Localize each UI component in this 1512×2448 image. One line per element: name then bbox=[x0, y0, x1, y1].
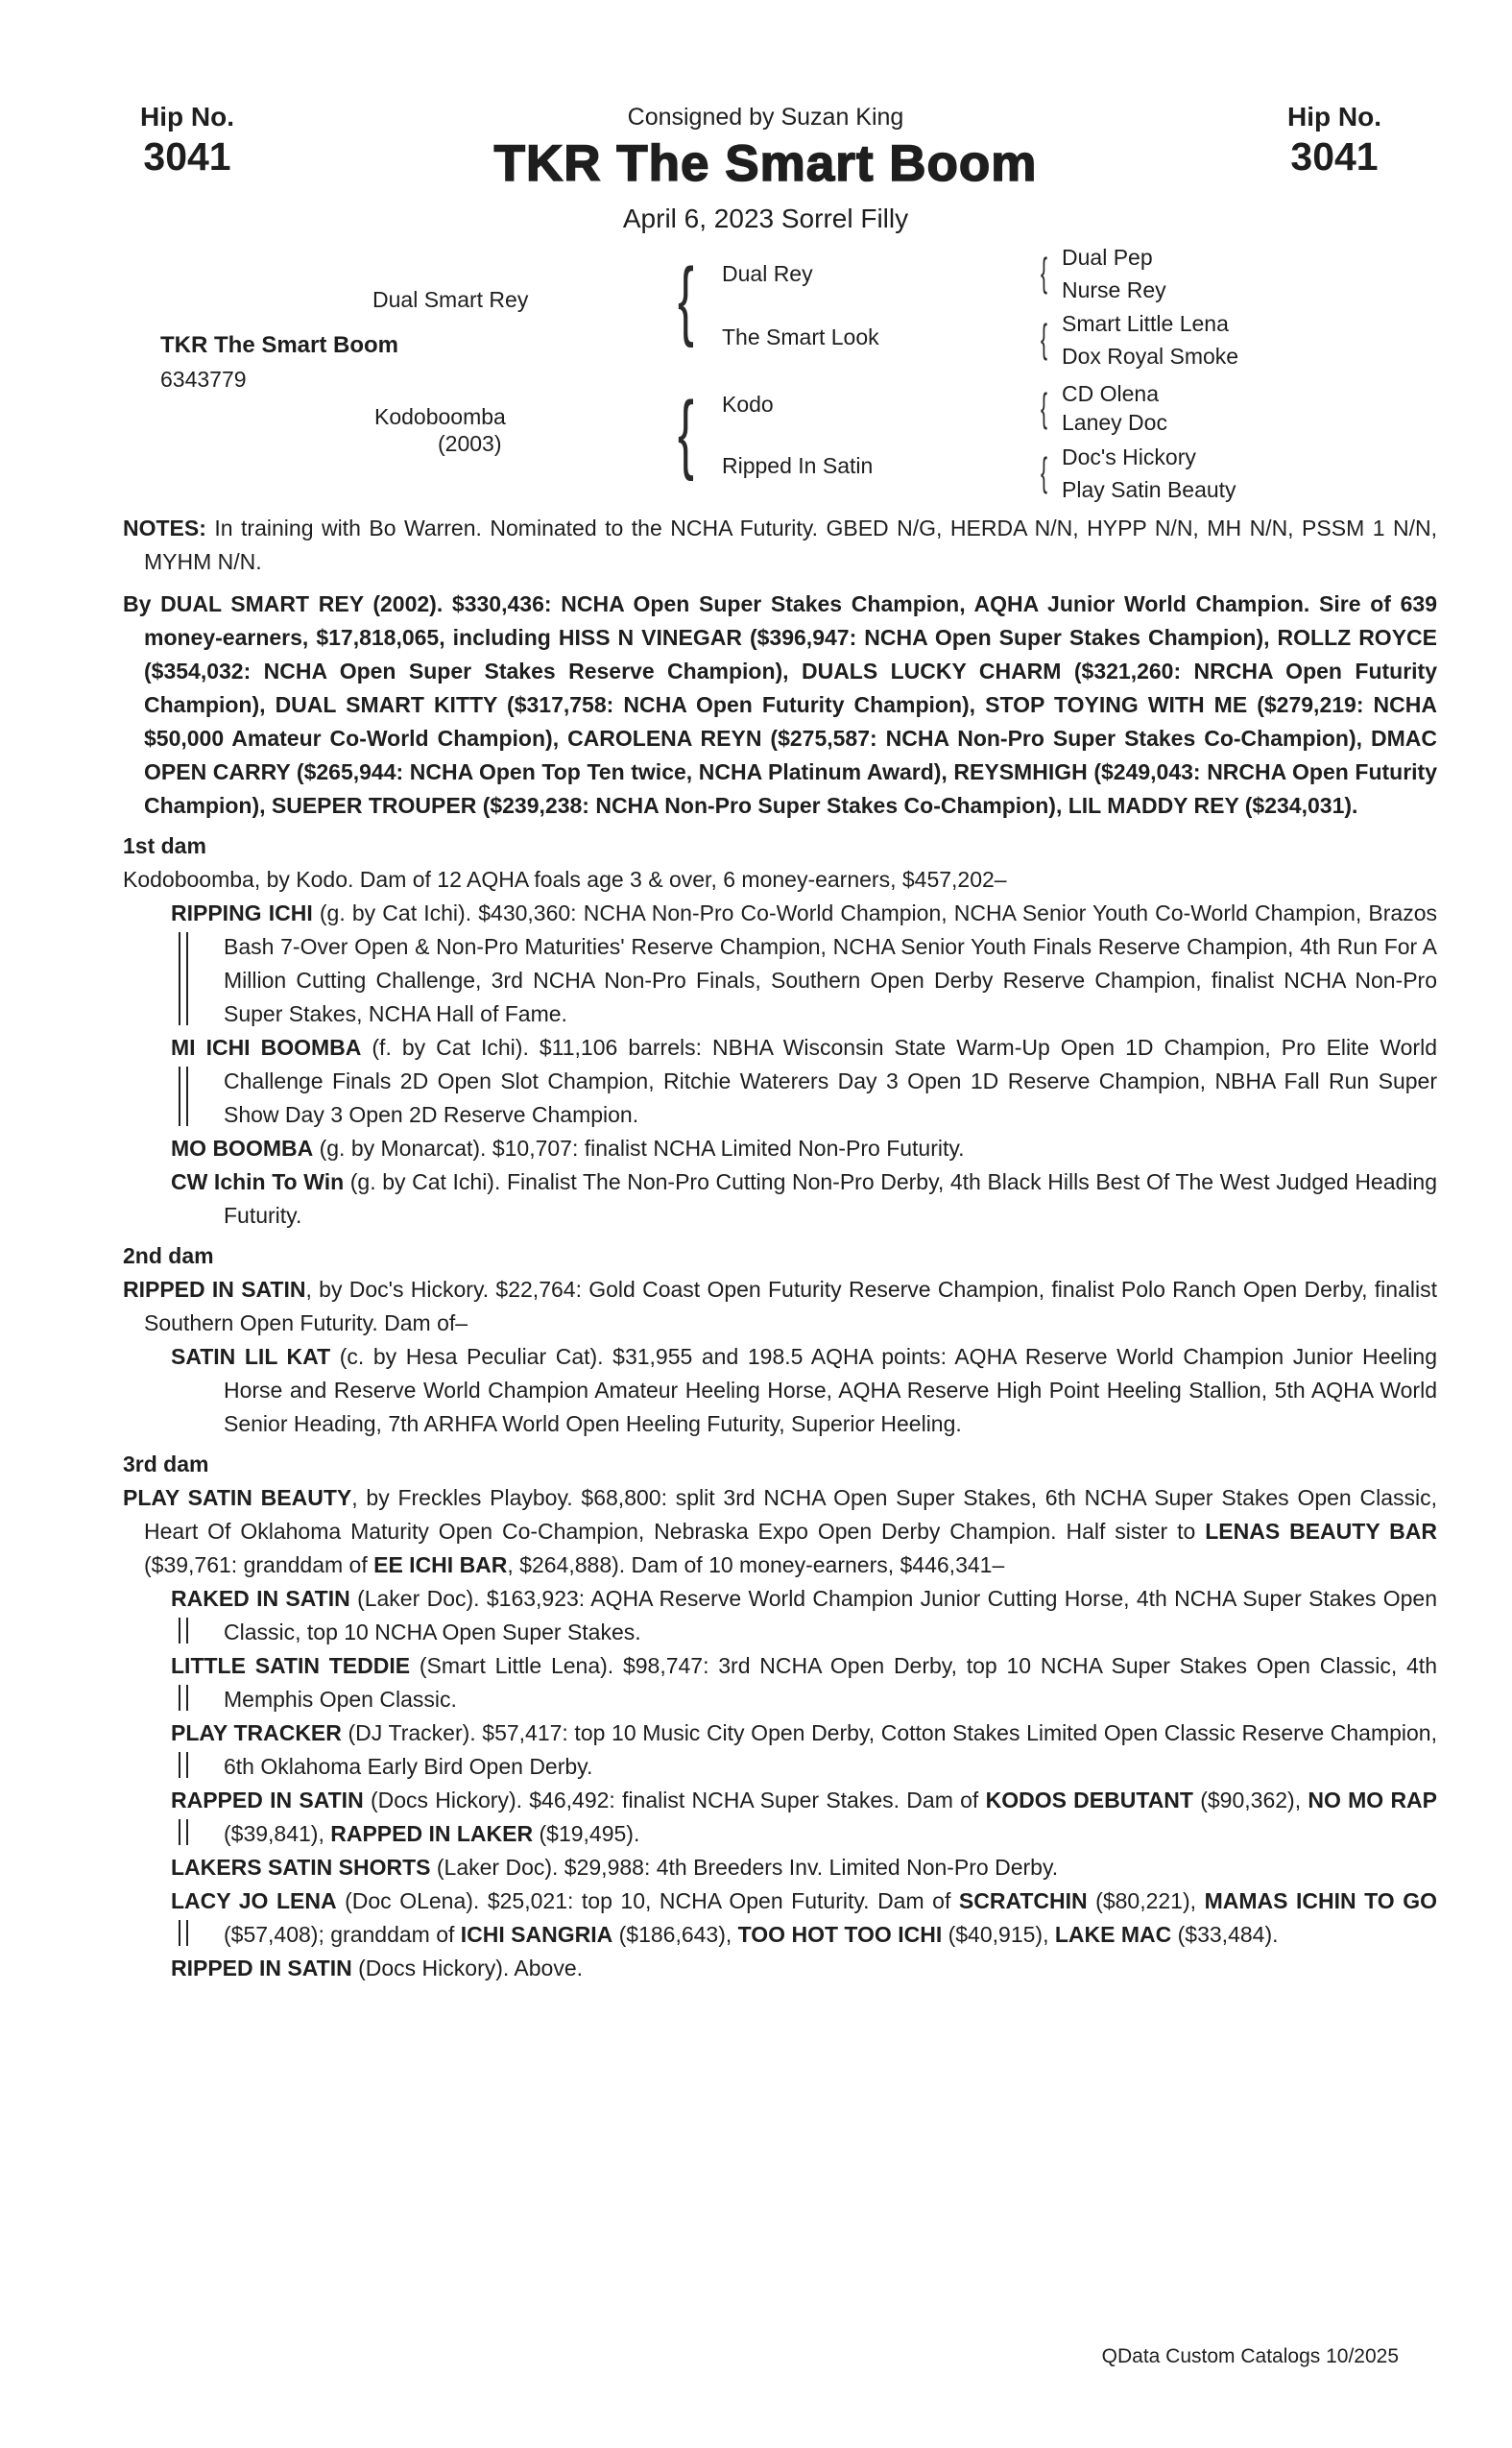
hip-label: Hip No. bbox=[1287, 102, 1381, 132]
foal-text: MO BOOMBA (g. by Monarcat). $10,707: finalist NCHA Limited Non-Pro Futurity. bbox=[171, 1136, 965, 1161]
pedigree-gen3-name: Dual Pep bbox=[1062, 245, 1153, 270]
pedigree-dam-dam: Ripped In Satin bbox=[722, 453, 874, 478]
foal-entry bbox=[171, 1784, 1437, 1851]
foal-text: RIPPED IN SATIN (Docs Hickory). Above. bbox=[171, 1956, 584, 1980]
section-heading-3rd-dam: 3rd dam bbox=[123, 1452, 209, 1476]
pedigree-chart bbox=[0, 0, 1512, 509]
foal-text: MI ICHI BOOMBA (f. by Cat Ichi). $11,106 barrels: NBHA Wisconsin State Warm-Up Open 1D Champion, Pro Elite World Challenge Finals 2D Open Slot Champion, Ritchie Waterers Day 3 Open 1D Reserve Champion, NBHA Fall Run Super Show Day 3 Open 2D Reserve Champion. bbox=[171, 1035, 1437, 1127]
brace-icon: { bbox=[1041, 449, 1048, 494]
foal-entry bbox=[171, 1851, 1437, 1884]
pedigree-gen3-name: Dox Royal Smoke bbox=[1062, 344, 1239, 369]
dam-intro-paragraph: Kodoboomba, by Kodo. Dam of 12 AQHA foals age 3 & over, 6 money-earners, $457,202– bbox=[123, 867, 1007, 892]
foal-entry bbox=[171, 897, 1437, 1031]
pedigree-dam: Kodoboomba bbox=[374, 404, 506, 429]
foal-text: CW Ichin To Win (g. by Cat Ichi). Finalist The Non-Pro Cutting Non-Pro Derby, 4th Black Hills Best Of The West Judged Heading Futurity. bbox=[171, 1169, 1437, 1228]
pedigree-gen3-name: Smart Little Lena bbox=[1062, 311, 1229, 336]
catalog-text bbox=[123, 512, 1437, 1985]
producer-bar bbox=[179, 1618, 188, 1644]
foal-entry bbox=[171, 1340, 1437, 1441]
producer-bar bbox=[179, 1920, 188, 1946]
pedigree-gen3-name: Play Satin Beauty bbox=[1062, 477, 1236, 502]
foal-entry bbox=[171, 1165, 1437, 1233]
foal-entry bbox=[171, 1649, 1437, 1716]
foal-text: RAPPED IN SATIN (Docs Hickory). $46,492: finalist NCHA Super Stakes. Dam of KODOS DEBUTANT ($90,362), NO MO RAP ($39,841), RAPPED IN LAKER ($19,495). bbox=[171, 1788, 1437, 1846]
catalog-credit: QData Custom Catalogs 10/2025 bbox=[1101, 2345, 1399, 2367]
brace-icon: { bbox=[1041, 316, 1048, 361]
brace-icon: { bbox=[1041, 385, 1048, 430]
foal-text: SATIN LIL KAT (c. by Hesa Peculiar Cat). $31,955 and 198.5 AQHA points: AQHA Reserve World Champion Junior Heeling Horse and Reserve World Champion Amateur Heeling Horse, AQHA Reserve High Point Heeling Stallion, 5th AQHA World Senior Heading, 7th ARHFA World Open Heeling Futurity, Superior Heeling. bbox=[171, 1344, 1437, 1436]
brace-icon: { bbox=[1041, 250, 1048, 295]
foal-entry bbox=[171, 1884, 1437, 1952]
foal-entry bbox=[171, 1952, 1437, 1985]
foal-text: LITTLE SATIN TEDDIE (Smart Little Lena). $98,747: 3rd NCHA Open Derby, top 10 NCHA Super Stakes Open Classic, 4th Memphis Open Classic. bbox=[171, 1653, 1437, 1712]
brace-icon: { bbox=[678, 251, 694, 348]
pedigree-sire: Dual Smart Rey bbox=[372, 287, 529, 312]
producer-bar bbox=[179, 1752, 188, 1778]
pedigree-gen3-name: Laney Doc bbox=[1062, 410, 1167, 435]
consignor-line: Consigned by Suzan King bbox=[627, 104, 904, 131]
foal-text: RIPPING ICHI (g. by Cat Ichi). $430,360: NCHA Non-Pro Co-World Champion, NCHA Senior Youth Co-World Champion, Brazos Bash 7-Over Open & Non-Pro Maturities' Reserve Champion, NCHA Senior Youth Finals Reserve Champion, 4th Run For A Million Cutting Challenge, 3rd NCHA Non-Pro Finals, Southern Open Derby Reserve Champion, finalist NCHA Non-Pro Super Stakes, NCHA Hall of Fame. bbox=[171, 900, 1437, 1026]
producer-bar bbox=[179, 1819, 188, 1845]
hip-number: 3041 bbox=[1290, 134, 1379, 179]
dam-intro-paragraph: PLAY SATIN BEAUTY, by Freckles Playboy. $68,800: split 3rd NCHA Open Super Stakes, 6th NCHA Super Stakes Open Classic, Heart Of Oklahoma Maturity Open Co-Champion, Nebraska Expo Open Derby Champion. Half sister to LENAS BEAUTY BAR ($39,761: granddam of EE ICHI BAR, $264,888). Dam of 10 money-earners, $446,341– bbox=[123, 1485, 1438, 1577]
hip-number: 3041 bbox=[143, 134, 231, 179]
producer-bar bbox=[179, 1685, 188, 1711]
foal-text: LAKERS SATIN SHORTS (Laker Doc). $29,988: 4th Breeders Inv. Limited Non-Pro Derby. bbox=[171, 1855, 1059, 1880]
pedigree-gen3-name: Doc's Hickory bbox=[1062, 444, 1196, 469]
sire-summary-paragraph: By DUAL SMART REY (2002). $330,436: NCHA Open Super Stakes Champion, AQHA Junior World Champion. Sire of 639 money-earners, $17,818,065, including HISS N VINEGAR ($396,947: NCHA Open Super Stakes Champion), ROLLZ ROYCE ($354,032: NCHA Open Super Stakes Reserve Champion), DUALS LUCKY CHARM ($321,260: NRCHA Open Futurity Champion), DUAL SMART KITTY ($317,758: NCHA Open Futurity Champion), STOP TOYING WITH ME ($279,219: NCHA $50,000 Amateur Co-World Champion), CAROLENA REYN ($275,587: NCHA Non-Pro Super Stakes Co-Champion), DMAC OPEN CARRY ($265,944: NCHA Open Top Ten twice, NCHA Platinum Award), REYSMHIGH ($249,043: NRCHA Open Futurity Champion), SUEPER TROUPER ($239,238: NCHA Non-Pro Super Stakes Co-Champion), LIL MADDY REY ($234,031). bbox=[123, 591, 1437, 818]
foal-entry bbox=[171, 1582, 1437, 1649]
notes-paragraph: NOTES: In training with Bo Warren. Nominated to the NCHA Futurity. GBED N/G, HERDA N/N, HYPP N/N, MH N/N, PSSM 1 N/N, MYHM N/N. bbox=[123, 516, 1437, 574]
pedigree-registration-number: 6343779 bbox=[160, 367, 247, 392]
dam-intro-paragraph: RIPPED IN SATIN, by Doc's Hickory. $22,764: Gold Coast Open Futurity Reserve Champion, finalist Polo Ranch Open Derby, finalist Southern Open Futurity. Dam of– bbox=[123, 1277, 1437, 1335]
foal-date-color-sex: April 6, 2023 Sorrel Filly bbox=[622, 204, 909, 233]
foal-text: PLAY TRACKER (DJ Tracker). $57,417: top 10 Music City Open Derby, Cotton Stakes Limited Open Classic Reserve Champion, 6th Oklahoma Early Bird Open Derby. bbox=[171, 1720, 1437, 1779]
pedigree-dam-sire: Kodo bbox=[722, 392, 774, 417]
pedigree-gen3-name: Nurse Rey bbox=[1062, 277, 1166, 302]
foal-text: LACY JO LENA (Doc OLena). $25,021: top 10, NCHA Open Futurity. Dam of SCRATCHIN ($80,221), MAMAS ICHIN TO GO ($57,408); granddam of ICHI SANGRIA ($186,643), TOO HOT TOO ICHI ($40,915), LAKE MAC ($33,484). bbox=[171, 1888, 1437, 1947]
foal-entry bbox=[171, 1132, 1437, 1165]
pedigree-dam-year: (2003) bbox=[438, 431, 502, 456]
foal-entry bbox=[171, 1031, 1437, 1132]
producer-bar bbox=[179, 1067, 188, 1126]
pedigree-sire-sire: Dual Rey bbox=[722, 261, 813, 286]
section-heading-2nd-dam: 2nd dam bbox=[123, 1243, 214, 1268]
foal-entry bbox=[171, 1716, 1437, 1784]
producer-bar bbox=[179, 932, 188, 1025]
pedigree-sire-dam: The Smart Look bbox=[722, 324, 879, 349]
brace-icon: { bbox=[678, 384, 694, 482]
pedigree-gen3-name: CD Olena bbox=[1062, 381, 1159, 406]
pedigree-subject-name: TKR The Smart Boom bbox=[160, 332, 399, 358]
foal-text: RAKED IN SATIN (Laker Doc). $163,923: AQHA Reserve World Champion Junior Cutting Horse, 4th NCHA Super Stakes Open Classic, top 10 NCHA Open Super Stakes. bbox=[171, 1586, 1437, 1644]
page-title: TKR The Smart Boom bbox=[493, 135, 1038, 192]
section-heading-1st-dam: 1st dam bbox=[123, 833, 206, 858]
hip-label: Hip No. bbox=[140, 102, 234, 132]
